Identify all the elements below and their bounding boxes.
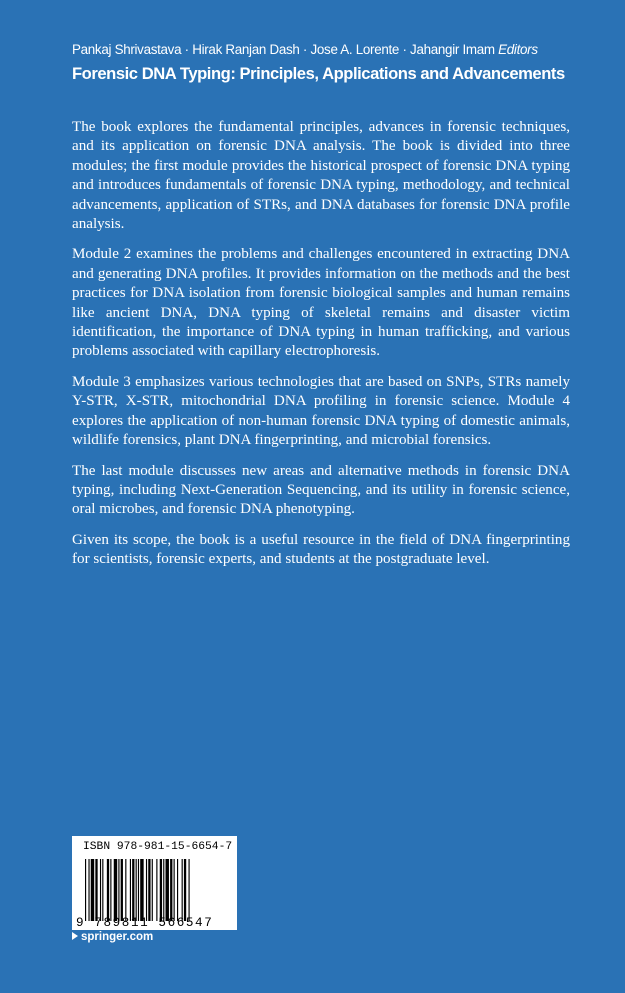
editor-names: Pankaj Shrivastava · Hirak Ranjan Dash · Jose A. Lorente · Jahangir Imam (72, 42, 495, 57)
description-paragraph-3: Module 3 emphasizes various technologies that are based on SNPs, STRs namely Y-STR, X-STR, mitochondrial DNA profiling in forensic science. Module 4 explores the application of non-human forensic DNA typing of domestic animals, wildlife forensics, plant DNA fingerprinting, and microbial forensics. (72, 373, 570, 449)
isbn-barcode-box (72, 836, 237, 930)
isbn-label: ISBN 978-981-15-6654-7 (83, 841, 233, 853)
book-description (72, 118, 570, 581)
description-paragraph-2: Module 2 examines the problems and challenges encountered in extracting DNA and generating DNA profiles. It provides information on the methods and the best practices for DNA isolation from forensic biological samples and human remains like ancient DNA, DNA typing of skeletal remains and disaster victim identification, the importance of DNA typing in human trafficking, and various problems associated with capillary electrophoresis. (72, 246, 570, 360)
barcode-digits: 9 789811 566547 (76, 916, 214, 930)
description-paragraph-1: The book explores the fundamental principles, advances in forensic techniques, and its application on forensic DNA analysis. The book is divided into three modules; the first module provides the historical prospect of forensic DNA typing and introduces fundamentals of forensic DNA typing, methodology, and technical advancements, application of STRs, and DNA databases for forensic DNA profile analysis. (72, 119, 570, 233)
publisher-link[interactable] (72, 931, 153, 943)
description-paragraph-5: Given its scope, the book is a useful resource in the field of DNA fingerprinting for scientists, forensic experts, and students at the postgraduate level. (72, 531, 570, 568)
book-title: Forensic DNA Typing: Principles, Applications and Advancements (72, 64, 565, 83)
barcode-icon (85, 859, 225, 921)
description-paragraph-4: The last module discusses new areas and alternative methods in forensic DNA typing, including Next-Generation Sequencing, and its utility in forensic science, oral microbes, and forensic DNA phenotyping. (72, 462, 570, 518)
arrow-right-icon (72, 932, 78, 940)
publisher-url[interactable]: springer.com (81, 931, 154, 943)
editors-line (72, 42, 538, 57)
editors-role: Editors (498, 42, 538, 57)
